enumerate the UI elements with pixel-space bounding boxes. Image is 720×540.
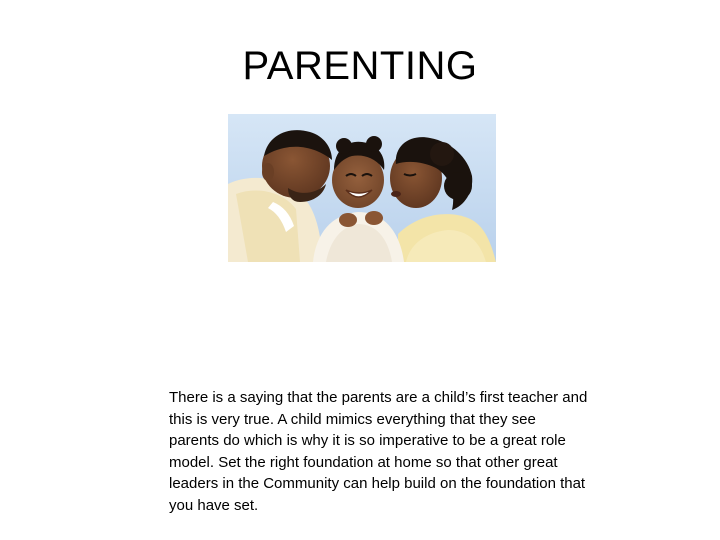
family-photo-illustration (228, 114, 496, 262)
family-photo (228, 114, 496, 262)
body-text: There is a saying that the parents are a child’s first teacher and this is very true. A child mimics everything that they see parents do which is why it is so imperative to be a great role model. Set the right foundation at home so that other great leaders in the Community can help build on the foundation that you have set. (169, 389, 588, 514)
slide-title: PARENTING (242, 44, 478, 88)
